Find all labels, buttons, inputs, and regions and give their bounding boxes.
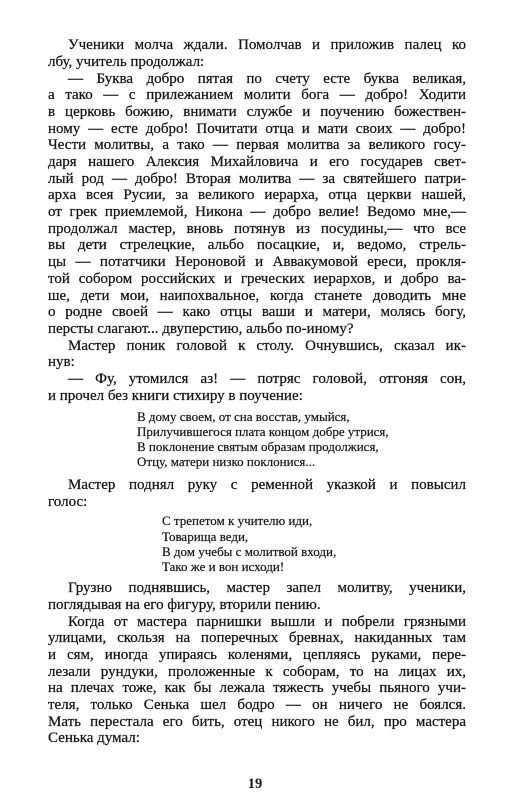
text-line: Мастер поднял руку с ременной указкой и повысил — [68, 477, 466, 494]
text-line: даря нашего Алексия Михайловича и его государев свет- — [48, 154, 466, 171]
text-line: Мать перестала его бить, отец никого не бил, про мастера — [48, 713, 466, 730]
text-line: Сенька думал: — [48, 730, 140, 747]
verse — [162, 513, 336, 574]
text-line: той собором российских и греческих иерархов, и добро ва- — [48, 270, 466, 287]
text-line: ше, дети мои, наипохвальное, когда станете доводить мне — [48, 287, 466, 304]
text-line: о родне своей — како отцы ваши и матери, молясь богу, — [48, 304, 466, 321]
text-line: Мастер поник головой к столу. Очнувшись, сказал ик- — [68, 337, 466, 354]
paragraph — [48, 614, 466, 748]
text-line: теля, только Сенька шел бодро — он ничего не боялся. — [48, 697, 466, 714]
paragraph — [48, 580, 466, 613]
verse-line: В поклонение святым образам продолжися, — [137, 438, 379, 454]
paragraph — [48, 477, 466, 510]
text-line: персты слагают... двуперстию, альбо по-иному? — [48, 320, 354, 337]
verse-line: Прилучившегося плата концом добре утрися, — [137, 423, 389, 439]
paragraph — [48, 37, 466, 70]
text-line: а тако — с прилежанием молити бога — добро! Ходити — [48, 87, 466, 104]
text-line: голос: — [48, 494, 88, 511]
text-line: в церковь божию, внимати службе и поучению божествен- — [48, 103, 466, 120]
paragraph — [48, 71, 466, 338]
text-line: вы дети стрелецкие, альбо посацкие, и, ведомо, стрель- — [48, 237, 466, 254]
text-line: Грузно поднявшись, мастер запел молитву, ученики, — [68, 580, 466, 597]
verse-line: Тако же и вон исходи! — [162, 558, 285, 574]
text-line: Ученики молча ждали. Помолчав и приложив палец ко — [68, 37, 466, 54]
text-line: — Буква добро пятая по счету есте буква великая, — [68, 70, 466, 87]
text-line: — Фу, утомился аз! — потряс головой, отгоняя сон, — [68, 371, 466, 388]
text-line: Когда от мастера парнишки вышли и побрели грязными — [68, 613, 466, 630]
text-line: ному — есте добро! Почитати отца и мати своих — добро! — [48, 120, 466, 137]
text-line: на плечах тоже, как бы лежала тяжесть учебы пьяного учи- — [48, 680, 466, 697]
verse — [137, 409, 389, 470]
verse-line: Товарища веди, — [162, 528, 249, 544]
text-line: поглядывая на его фигуру, вторили пению. — [48, 596, 321, 613]
text-line: цы — потатчики Нероновой и Аввакумовой ереси, прокля- — [48, 254, 466, 271]
paragraph — [48, 338, 466, 371]
verse-line: Отцу, матери низко поклонися... — [137, 454, 316, 470]
text-line: арха всея Русии, за великого иерарха, отца церкви нашей, — [48, 187, 466, 204]
text-line: лезали рундуки, проложенные к соборам, то на лицах их, — [48, 663, 466, 680]
text-line: Чести молитвы, а тако — первая молитва за великого госу- — [48, 137, 466, 154]
text-line: продолжал мастер, вновь потянув из посудины,— что все — [48, 220, 466, 237]
text-line: и сям, иногда упираясь коленями, цепляясь руками, пере- — [48, 646, 466, 663]
verse-line: В дом учебы с молитвой входи, — [162, 543, 337, 559]
page-number: 19 — [247, 776, 263, 792]
text-line: лый род — добро! Вторая молитва — за святейшего патри- — [48, 170, 466, 187]
text-line: и прочел без книги стихиру в поучение: — [48, 387, 303, 404]
text-line: лбу, учитель продолжал: — [48, 53, 205, 70]
verse-line: В дому своем, от сна восстав, умыйся, — [137, 408, 350, 424]
verse-line: С трепетом к учителю иди, — [162, 513, 313, 529]
text-line: нув: — [48, 354, 75, 371]
paragraph — [48, 371, 466, 404]
text-line: улицами, скользя на поперечных бревнах, накиданных там — [48, 630, 466, 647]
text-line: от грек приемлемой, Никона — добро велие! Ведомо мне,— — [48, 204, 466, 221]
